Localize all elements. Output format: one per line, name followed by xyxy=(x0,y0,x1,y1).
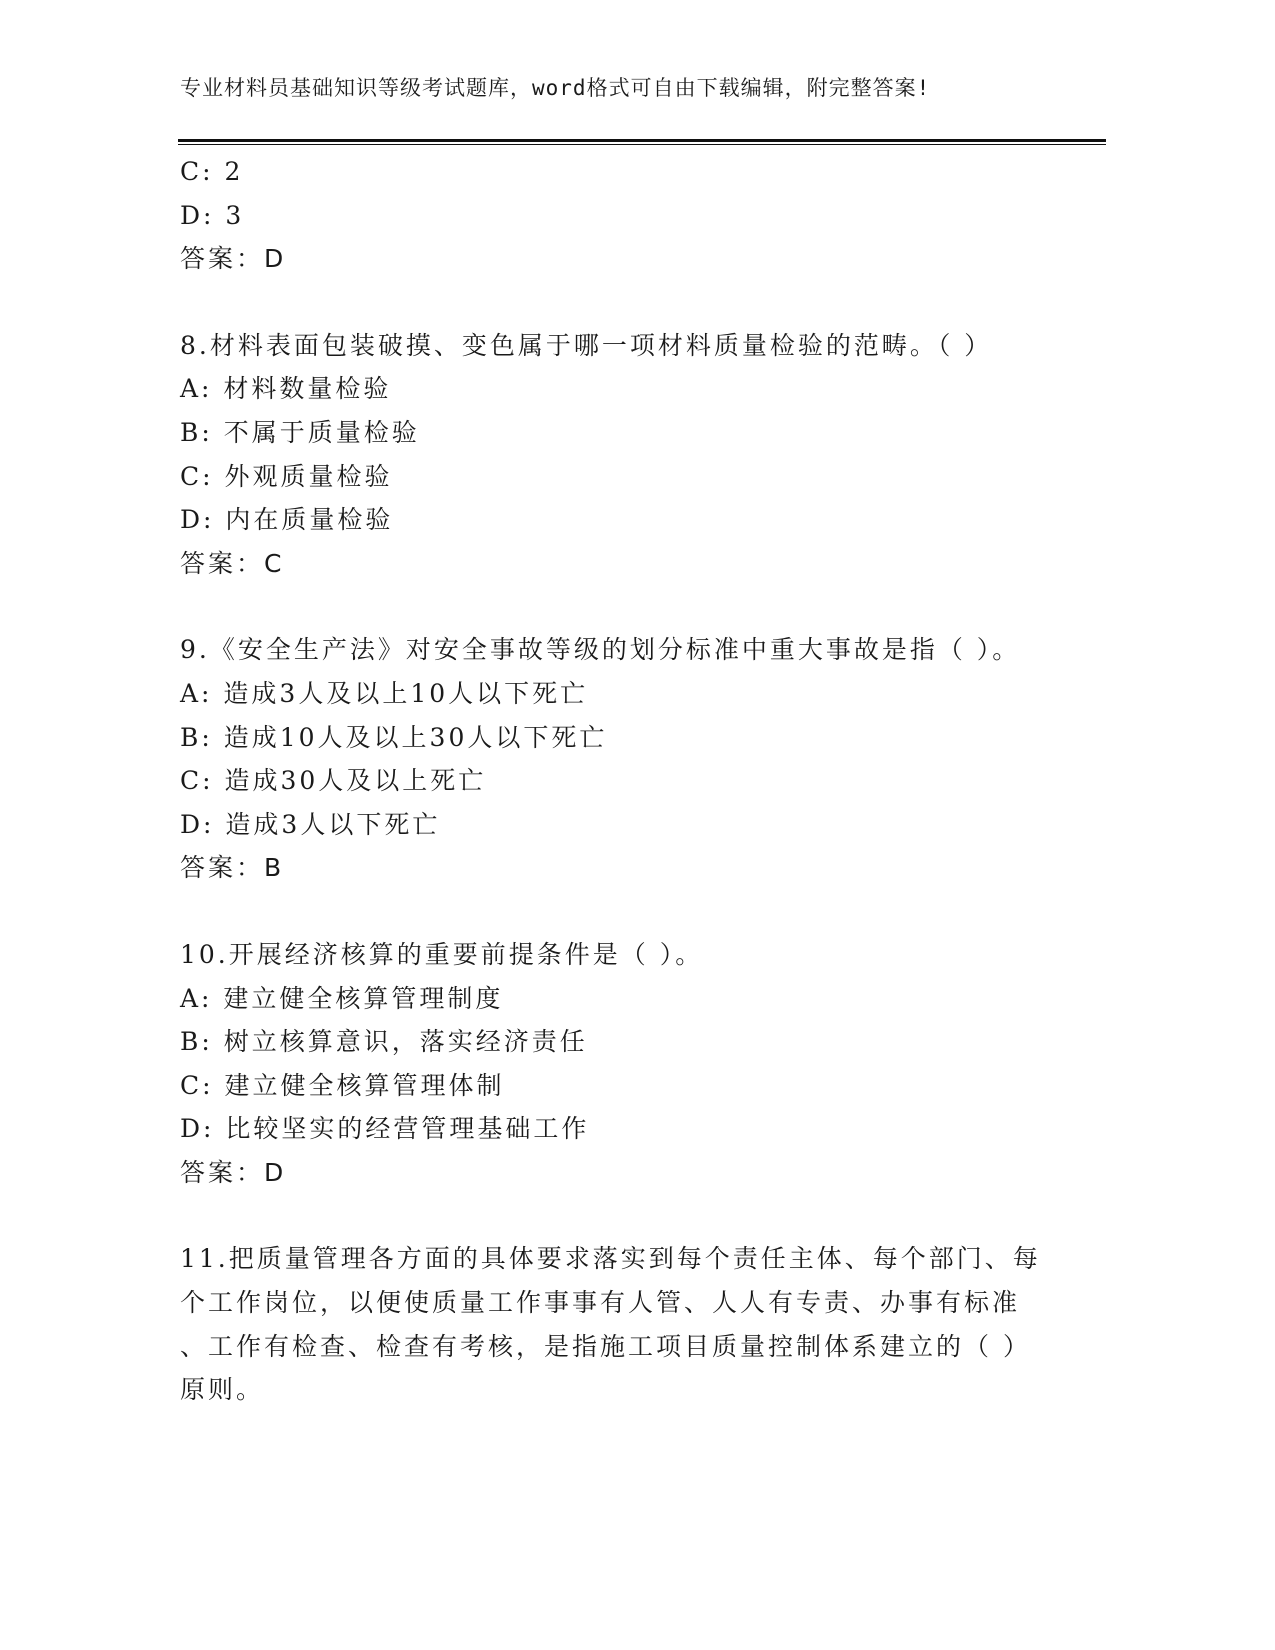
header-rule-thick xyxy=(178,139,1106,142)
answer: 答案：B xyxy=(180,853,285,883)
option-a: A: 建立健全核算管理制度 xyxy=(180,983,504,1013)
option-d-q7: D: 3 xyxy=(180,200,245,230)
option-b: B: 树立核算意识，落实经济责任 xyxy=(180,1027,588,1057)
question-text-line: 、工作有检查、检查有考核，是指施工项目质量控制体系建立的（ ） xyxy=(180,1331,1031,1361)
option-c: C: 造成30人及以上死亡 xyxy=(180,766,487,796)
question-11 xyxy=(180,1237,1040,1411)
option-d: D: 比较坚实的经营管理基础工作 xyxy=(180,1114,590,1144)
question-text: 10.开展经济核算的重要前提条件是（ ）。 xyxy=(180,939,704,969)
question-9 xyxy=(180,628,1040,890)
option-c: C: 外观质量检验 xyxy=(180,461,393,491)
question-8 xyxy=(180,324,1040,586)
question-text: 8.材料表面包装破摸、变色属于哪一项材料质量检验的范畴。（ ） xyxy=(180,330,993,360)
document-body xyxy=(180,150,1040,1412)
question-text-line: 个工作岗位，以便使质量工作事事有人管、人人有专责、办事有标准 xyxy=(180,1288,1021,1318)
question-text: 9.《安全生产法》对安全事故等级的划分标准中重大事故是指（ ）。 xyxy=(180,635,1021,665)
option-c: C: 建立健全核算管理体制 xyxy=(180,1070,505,1100)
option-b: B: 造成10人及以上30人以下死亡 xyxy=(180,722,608,752)
option-a: A: 造成3人及以上10人以下死亡 xyxy=(180,678,589,708)
option-b: B: 不属于质量检验 xyxy=(180,417,420,447)
answer: 答案：D xyxy=(180,1157,287,1187)
option-c-q7: C: 2 xyxy=(180,157,244,186)
question-text-line: 原则。 xyxy=(180,1375,265,1405)
option-d: D: 造成3人以下死亡 xyxy=(180,809,441,839)
question-text-line: 11.把质量管理各方面的具体要求落实到每个责任主体、每个部门、每 xyxy=(180,1244,1041,1274)
answer-q7: 答案：D xyxy=(180,244,287,274)
option-a: A: 材料数量检验 xyxy=(180,374,392,404)
option-d: D: 内在质量检验 xyxy=(180,505,394,535)
answer: 答案：C xyxy=(180,548,285,578)
question-10 xyxy=(180,933,1040,1195)
header-rule-thin xyxy=(178,144,1106,145)
page-header: 专业材料员基础知识等级考试题库，word格式可自由下载编辑，附完整答案! xyxy=(180,76,931,100)
